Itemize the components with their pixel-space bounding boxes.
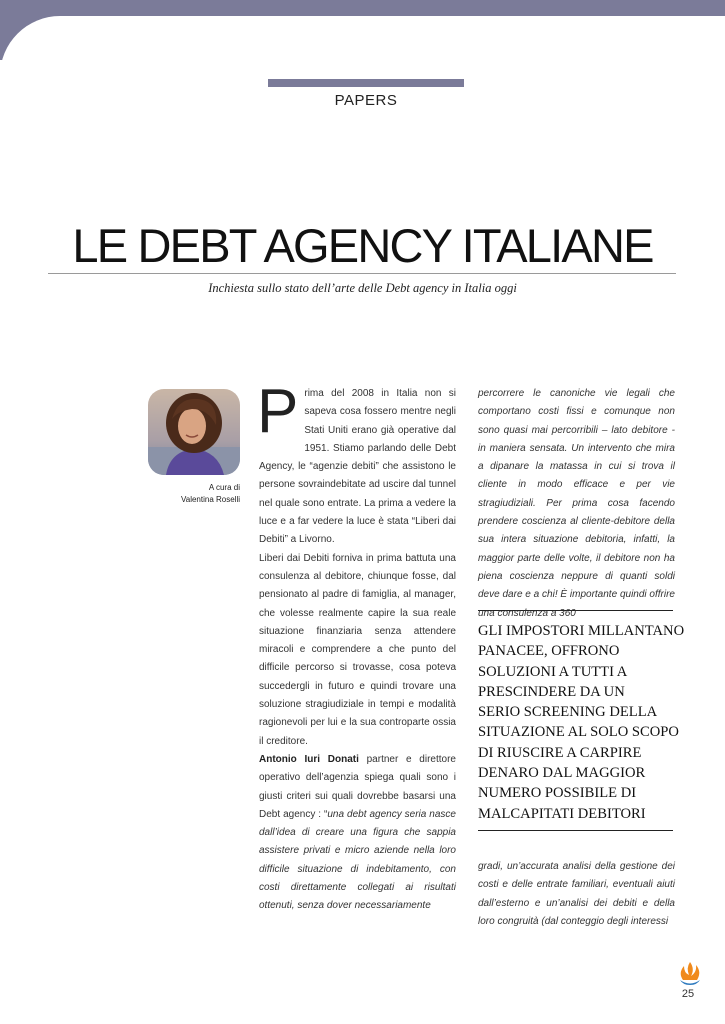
- pull-quote-line: NUMERO POSSIBILE DI: [478, 785, 637, 802]
- section-label: PAPERS: [334, 92, 398, 109]
- section-accent-bar: [268, 79, 464, 87]
- interview-quote-continued: percorrere le canoniche vie legali che comportano costi fissi e comunque non sono quasi mai percorribili – lato debitore - in maniera sensata. Un intervento che mira a dipanare la matassa in cui si trova il cliente in modo efficace e per vie stragiudiziali. Per prima cosa facendo prendere coscienza al cliente-debitore della sua intera situazione debitoria, infatti, la maggior parte delle volte, il debitore non ha piena coscienza neppure di quanti soldi deve dare e a chi! È importante quindi offrire una consulenza a 360: [478, 388, 675, 619]
- pull-quote-rule-bottom: [478, 830, 673, 831]
- body-column-right: [478, 385, 675, 623]
- paragraph-continued: gradi, un’accurata analisi della gestione dei costi e delle entrate familiari, eventuali aiuti dall’esterno e un’analisi dei debiti e della loro congruità (dal conteggio degli interessi: [478, 861, 675, 927]
- pull-quote-line: PRESCINDERE DA UN: [478, 683, 625, 700]
- paragraph-service: Liberi dai Debiti forniva in prima battuta una consulenza al debitore, chiunque fosse, dal pensionato al padre di famiglia, al manager, che volesse realmente capire la sua reale situazione finanziaria senza attendere miracoli e comprendere a che punto del difficile percorso si trovasse, cosa poteva succedergli in futuro e quindi trovare una soluzione stragiudiziale in tempi e modalità ragionevoli per lui e la sua controparte ossia il creditore.: [259, 552, 456, 747]
- author-credit: [120, 482, 240, 506]
- drop-cap: P: [257, 377, 299, 446]
- credit-label: A cura di: [208, 483, 240, 492]
- body-column-left: [257, 377, 456, 916]
- paragraph-intro-text: rima del 2008 in Italia non si sapeva cosa fossero mentre negli Stati Uniti erano già operative dal 1951. Stiamo parlando delle Debt Agency, le “agenzie debiti” che assistono le persone sovraindebitate ad uscire dal tunnel nel quale sono entrate. La prima a vedere la luce e a far vedere la luce è stata “Liberi dai Debiti” a Livorno.: [259, 388, 456, 546]
- pull-quote-line: MALCAPITATI DEBITORI: [478, 805, 646, 822]
- pull-quote-line: PANACEE, OFFRONO: [478, 643, 620, 660]
- page-corner-curve: [0, 16, 725, 76]
- interviewee-name: Antonio Iuri Donati: [259, 753, 359, 765]
- paragraph-intro: [257, 377, 456, 550]
- article-title: LE DEBT AGENCY ITALIANE: [72, 219, 653, 272]
- pull-quote-line: GLI IMPOSTORI MILLANTANO: [478, 623, 685, 639]
- title-divider: [48, 273, 676, 274]
- pull-quote-line: DI RIUSCIRE A CARPIRE: [478, 744, 642, 761]
- pull-quote-line: DENARO DAL MAGGIOR: [478, 765, 646, 782]
- author-name: Valentina Roselli: [181, 495, 240, 504]
- article-subtitle: Inchiesta sullo stato dell’arte delle Debt agency in Italia oggi: [208, 281, 517, 295]
- paragraph-interview: [259, 751, 456, 916]
- pull-quote-line: SOLUZIONI A TUTTI A: [478, 663, 628, 680]
- flame-logo-icon: [677, 960, 703, 988]
- author-photo: [148, 389, 240, 475]
- body-column-right-continued: [478, 858, 675, 931]
- interview-intro: partner e direttore operativo dell’agenzia spiega quali sono i giusti criteri sui quali dovrebbe basarsi una Debt agency : “: [259, 753, 456, 820]
- pull-quote-line: SITUAZIONE AL SOLO SCOPO: [478, 724, 679, 741]
- pull-quote-line: SERIO SCREENING DELLA: [478, 704, 658, 721]
- interview-quote: una debt agency seria nasce dall’idea di creare una figura che sappia assistere privati e micro aziende nella loro difficile situazione di indebitamento, con costi direttamente collegati ai risultati ottenuti, senza dover necessariamente: [259, 808, 456, 912]
- pull-quote: [478, 621, 685, 824]
- page-number: 25: [681, 988, 695, 1000]
